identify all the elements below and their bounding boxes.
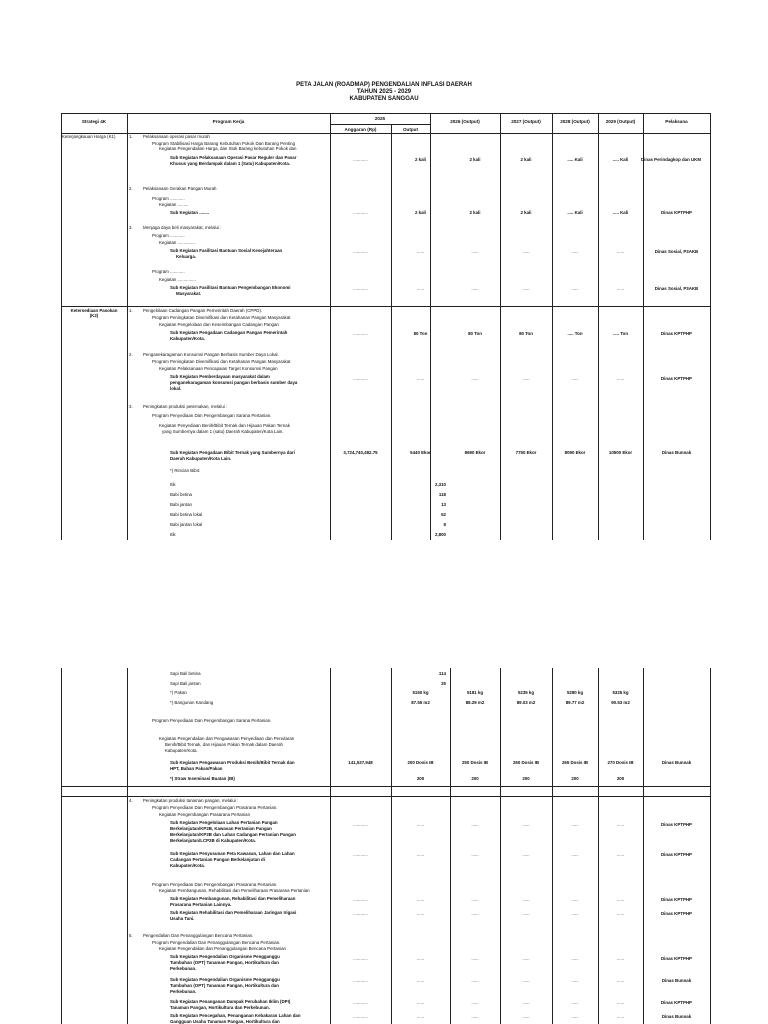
output-2026-cell: 250 Dosis IB [461,760,489,765]
anggaran-cell: ............ [353,331,368,336]
output-2026-cell: ...... [471,897,479,902]
pelaksana-cell: Dinas KPTPHP [661,897,692,902]
header-2026: 2026 (Output) [450,119,480,124]
header-2027: 2027 (Output) [511,119,541,124]
output-2029-cell: ...... [616,911,625,916]
anggaran-cell: 3,724,740,482.75 [343,450,378,455]
program-title: Pengelolaan Cadangan Pangan Pemerintah Daerah (CPPD). [143,308,263,313]
output-2028-cell: 265 Dosis IB [561,760,589,765]
kegiatan-line: Kegiatan Pengendalian Harga, dan Stok Barang kebutuhan Pokok dan [159,146,297,151]
strategi-k2-code: (K2) [89,313,99,318]
output-2029-cell: ..... Kali [612,157,629,162]
program-title: Peningkatan produksi peternakan, melalui : [143,404,228,409]
output-2027-cell: ...... [522,1014,530,1019]
program-title: Menjaga daya beli masyarakat, melalui : [143,225,222,230]
pelaksana-cell: Dinas KPTPHP [661,956,692,961]
pelaksana-cell: Dinas Sosial, P3AKB [654,249,699,254]
output-cell: ...... [416,978,425,983]
item-number: 1. [129,308,133,313]
output-2029-cell: ...... [616,1000,625,1005]
output-2028-cell: 200 [571,776,579,781]
rincian-value: 114 [438,671,446,676]
output-2028-cell: ..... Kali [567,157,583,162]
output-2028-cell: ...... [571,286,579,291]
rincian-value: 25 [441,681,446,686]
output-2027-cell: 260 Dosis IB [512,760,540,765]
sub-kegiatan-line: Sub Kegiatan Pemberdayaan masyarakat dalam [170,374,270,379]
output-2027-cell: ...... [522,1000,530,1005]
sub-kegiatan-line: Sub Kegiatan Pengadaan Cadangan Pangan Pemerintah [170,330,288,335]
kandang-label: *) Bangunan Kandang [170,700,214,705]
output-cell: ...... [416,956,425,961]
output-2027-cell: 89.03 m2 [516,700,536,705]
program-line: Program Penyediaan Dan Pengembangan Prasarana Pertanian. [152,805,278,810]
output-2029-cell: 90.53 m2 [611,700,630,705]
output-2027-cell: ...... [522,911,530,916]
header-output: Output [402,127,419,132]
kegiatan-line: Kegiatan Pengendalian dan Penanggulangan Bencana Pertanian [159,946,286,951]
program-line: Program ............ [152,269,185,274]
item-number: 3. [129,404,133,409]
program-line: Program Penyediaan Dan Pengembangan Sarana Pertanian. [152,718,272,723]
sub-kegiatan-line: HPT, Bahan Pakan/Pakan [170,766,223,771]
anggaran-cell: ............ [353,376,368,381]
header-program: Program Kerja [212,119,245,124]
output-2026-cell: ...... [471,822,479,827]
sub-kegiatan-line: Daerah Kabupaten/Kota Lain. [170,456,232,461]
output-cell: ...... [416,376,425,381]
output-cell: ...... [416,1014,425,1019]
output-cell: ...... [416,911,425,916]
anggaran-cell: ............ [353,911,368,916]
output-2029-cell: 200 [616,776,625,781]
output-2026-cell: ...... [471,852,479,857]
sub-kegiatan-line: lokal. [170,386,182,391]
output-cell: ...... [416,1000,425,1005]
output-2029-cell: 10500 Ekor [608,450,633,455]
sub-kegiatan-line: Sub Kegiatan Fasilitasi Bantuan Sosial Kesejahteraan [170,248,283,253]
anggaran-cell: ............ [353,1014,368,1019]
output-cell: 5440 Ekor [410,450,431,455]
output-2028-cell: ...... [571,956,579,961]
item-number: 2. [129,186,133,191]
sub-kegiatan-line: Sub Kegiatan ........ [170,210,210,215]
pelaksana-cell: Dinas KPTPHP [661,331,692,336]
output-2026-cell: ...... [471,1000,479,1005]
header-2028: 2028 (Output) [560,119,590,124]
program-title: Peningkatan produksi tanaman pangan, melalui : [143,798,239,803]
output-2028-cell: ...... [571,978,579,983]
rincian-label: Babi betina lokal [170,512,203,517]
anggaran-cell: ............ [353,852,368,857]
output-cell: 80 Ton [413,331,428,336]
output-2028-cell: ...... [571,249,579,254]
output-2027-cell: ...... [522,286,530,291]
kegiatan-line: Kegiatan Penyediaan Benih/Bibit Ternak dan Hijauan Pakan Ternak [159,423,290,428]
sub-kegiatan-line: Keluarga. [176,254,197,259]
rincian-label: Itik [170,532,176,537]
sub-kegiatan-line: Sub Kegiatan Penanganan Dampak Perubahan Iklim (DPI) [170,999,291,1004]
sub-kegiatan-line: Usaha Tani. [170,916,195,921]
output-cell: ...... [416,249,425,254]
sub-kegiatan-line: Tumbuhan (OPT) Tanaman Pangan, Hortikultura dan [170,983,279,988]
kegiatan-line: Kegiatan ............... [159,240,196,245]
program-line: Program Penyediaan Dan Pengembangan Prasarana Pertanian. [152,882,278,887]
pakan-label: *) Pakan [170,690,187,695]
output-2029-cell: ..... Kali [612,210,629,215]
strategi-k2: Ketersediaan Pasokan [70,308,118,313]
output-2026-cell: 200 [471,776,479,781]
output-2028-cell: ...... [571,897,579,902]
program-title: Pelaksanaan Gerakan Pangan Murah [143,186,217,191]
straw-label: *) Straw Inseminasi Buatan (IB) [170,776,235,781]
sub-kegiatan-line: Berkelanjutan/LCP2B di Kabupaten/Kota. [170,838,256,843]
anggaran-cell: ............ [353,897,368,902]
kegiatan-line: Kegiatan Pelaksanaan Pencapaian Target Konsumsi Pangan [159,366,278,371]
sub-kegiatan-line: Tumbuhan (OPT) Tanaman Pangan, Hortikultura dan [170,960,279,965]
sub-kegiatan-line: Sub Kegiatan Rehabilitasi dan Pemeliharaan Jaringan Irigasi [170,910,297,915]
pelaksana-cell: Dinas Bunnak [661,1014,692,1019]
output-2026-cell: 8690 Ekor [464,450,486,455]
sub-kegiatan-line: Sub Kegiatan Pengendalian Organisme Pengganggu [170,954,280,959]
output-2026-cell: ...... [471,1014,479,1019]
anggaran-cell: ............ [353,286,368,291]
output-2026-cell: ...... [471,978,479,983]
output-2026-cell: 2 kali [469,210,481,215]
sub-kegiatan-line: Sub Kegiatan Pembangunan, Rehabilitasi dan Pemeliharaan [170,896,296,901]
sub-kegiatan-line: Sub Kegiatan Pengelolaan Lahan Pertanian Pangan [170,820,278,825]
output-2027-cell: ...... [522,249,530,254]
output-2027-cell: 2 kali [520,157,532,162]
output-2028-cell: ...... [571,911,579,916]
output-cell: ...... [416,852,425,857]
program-line: Program Peningkatan Diversifikasi dan Ketahanan Pangan Masyarakat [152,359,291,364]
output-2026-cell: ...... [471,956,479,961]
rincian-value: 2,800 [435,532,446,537]
sub-kegiatan-line: Tanaman Pangan, Hortikultura dan Perkebunan. [170,1005,270,1010]
output-cell: 87.55 m2 [411,700,430,705]
sub-kegiatan-line: Sub Kegiatan Pengendalian Organisme Pengganggu [170,977,280,982]
sub-kegiatan-line: Sub Kegiatan Pencegahan, Penanganan Kebakaran Lahan dan [170,1013,301,1018]
sub-kegiatan-line: Sub Kegiatan Fasilitasi Bantuan Pengembangan Ekonomi [170,285,291,290]
output-2029-cell: ..... Ton [612,331,629,336]
anggaran-cell: ............ [353,157,368,162]
output-2026-cell: 80 Ton [468,331,482,336]
pelaksana-cell: Dinas KPTPHP [661,376,692,381]
output-2028-cell: ..... Kali [567,210,583,215]
output-2027-cell: ...... [522,822,530,827]
rincian-value: 2,310 [435,482,446,487]
output-2027-cell: 200 [522,776,530,781]
pelaksana-cell: Dinas Bunnak [661,760,692,765]
program-line: Program ............ [152,196,185,201]
pelaksana-cell: Dinas KPTPHP [661,822,692,827]
rincian-value: 52 [441,512,446,517]
output-2029-cell: ...... [616,852,625,857]
output-cell: ...... [416,822,425,827]
output-2028-cell: ...... [571,822,579,827]
output-cell: 2 kali [415,157,426,162]
kegiatan-line: Kegiatan Pengelolaan dan Keseimbangan Cadangan Pangan [159,322,279,327]
program-line: Program Pengendalian Dan Penanggulangan Bencana Pertanian. [152,940,281,945]
pelaksana-cell: Dinas KPTPHP [661,852,692,857]
anggaran-cell: ............ [353,978,368,983]
anggaran-cell: ............ [353,822,368,827]
output-2026-cell: ...... [471,376,479,381]
output-2028-cell: ...... [571,1000,579,1005]
title-line-3: KABUPATEN SANGGAU [349,96,419,102]
output-2027-cell: ...... [522,897,530,902]
anggaran-cell: 141,537,948 [348,760,373,765]
rincian-value: 13 [441,502,446,507]
output-2027-cell: ...... [522,852,530,857]
sub-kegiatan-line: Cadangan Pertanian Pangan Berkelanjutan di [170,857,265,862]
anggaran-cell: ............ [353,1000,368,1005]
pelaksana-cell: Dinas Sosial, P3AKB [654,286,699,291]
program-line: Program Peningkatan Diversifikasi dan Ketahanan Pangan Masyarakat [152,315,291,320]
rincian-value: 8 [443,522,446,527]
output-2026-cell: 5181 kg [466,690,484,695]
header-pelaksana: Pelaksana [665,119,688,124]
output-2027-cell: 80 Ton [519,331,533,336]
output-2027-cell: ...... [522,978,530,983]
output-2028-cell: ...... [571,852,579,857]
output-2027-cell: ...... [522,956,530,961]
sub-kegiatan-line: Sub Kegiatan Pengadaan Bibit Ternak yang Sumbernya dari [170,450,295,455]
sub-kegiatan-line: Khusus yang Berdampak dalam 1 (Satu) Kabupaten/Kota. [170,161,291,166]
header-2025: 2025 [374,116,386,121]
output-2026-cell: 2 kali [469,157,481,162]
sub-kegiatan-line: Sub Kegiatan Penyusunan Peta Kawasan, Lahan dan Lahan [170,851,295,856]
pelaksana-cell: Dinas KPTPHP [661,911,692,916]
output-cell: ...... [416,286,425,291]
kegiatan-line: Kegiatan Pembangunan, Rehabilitasi dan Pemeliharaan Prasarana Pertanian [159,888,310,893]
rincian-label: Sapi Bali jantan [170,681,201,686]
sub-kegiatan-line: Kabupaten/Kota. [170,863,205,868]
rincian-label: Babi betina [170,492,192,497]
header-2029: 2029 (Output) [605,119,636,124]
output-cell: ...... [416,897,425,902]
pelaksana-cell: Dinas KPTPHP [661,1000,692,1005]
output-cell: 2 kali [415,210,426,215]
kegiatan-line: Kegiatan ......... [159,202,189,207]
rincian-label: Itik [170,482,176,487]
sub-kegiatan-line: Perkebunan. [170,989,197,994]
output-2028-cell: 5280 kg [566,690,584,695]
output-2028-cell: ...... [571,1014,579,1019]
sub-kegiatan-line: Perkebunan. [170,966,197,971]
anggaran-cell: ............ [353,210,368,215]
output-2029-cell: 5325 kg [612,690,629,695]
pelaksana-cell: Dinas Bunnak [661,978,692,983]
sub-kegiatan-line: Prasarana Pertanian Lainnya. [170,902,232,907]
output-2029-cell: ...... [616,822,625,827]
output-2028-cell: ..... Ton [567,331,583,336]
output-2029-cell: ...... [616,1014,625,1019]
output-2029-cell: ...... [616,978,625,983]
kegiatan-line: yang Sumbernya dalam 1 (satu) Daerah Kabupaten/Kota Lain. [162,429,284,434]
output-cell: 5150 kg [412,690,429,695]
output-2027-cell: 7750 Ekor [515,450,537,455]
output-2028-cell: 8090 Ekor [564,450,586,455]
item-number: 4. [129,798,133,803]
item-number: 1. [129,134,133,139]
title-line-1: PETA JALAN (ROADMAP) PENGENDALIAN INFLASI DAERAH [296,82,472,88]
output-2029-cell: ...... [616,249,625,254]
kegiatan-line: Benih/Bibit Ternak, dan Hijauan Pakan Ternak dalam Daerah [165,742,283,747]
sub-kegiatan-line: Berkelanjutan/KP2B dan Lahan Cadangan Pertanian Pangan [170,832,296,837]
sub-kegiatan-line: Kabupaten/Kota. [170,336,205,341]
item-number: 5. [129,933,133,938]
output-cell: 200 [416,776,425,781]
output-2028-cell: ...... [571,376,579,381]
kegiatan-line: Kegiatan Pengendalian dan Pengawasan Penyediaan dan Peredaran [159,736,295,741]
pelaksana-cell: Dinas KPTPHP [661,210,692,215]
kegiatan-line: Kegiatan Pengembangan Prasarana Pertanian [159,812,251,817]
rincian-label: Babi jantan [170,502,192,507]
output-2026-cell: ...... [471,286,479,291]
kegiatan-line: Kegiatan ............... [159,277,196,282]
output-2026-cell: ...... [471,911,479,916]
rincian-value: 118 [438,492,446,497]
item-number: 3. [129,225,133,230]
pelaksana-cell: Dinas Perindagkop dan UKM [641,157,702,162]
sub-kegiatan-line: Berkelanjutan/KP2B, Kawasan Pertanian Pangan [170,826,272,831]
program-line: Program Stabilisasi Harga Barang Kebutuhan Pokok Dan Barang Penting [152,141,296,146]
output-2026-cell: 88.29 m2 [465,700,485,705]
strategi-k1: Keterjangkauan Harga (K1) [62,134,116,139]
sub-kegiatan-line: penganekaragaman konsumsi pangan berbasis sumber daya [170,380,298,385]
sub-kegiatan-line: Sub Kegiatan Pengawasan Produksi Benih/Bibit Ternak dan [170,760,295,765]
output-2029-cell: ...... [616,376,625,381]
output-2029-cell: ...... [616,286,625,291]
anggaran-cell: ............ [353,956,368,961]
program-line: Program ............ [152,233,185,238]
program-line: Program Penyediaan Dan Pengembangan Sarana Pertanian. [152,413,272,418]
pelaksana-cell: Dinas Bunnak [661,450,692,455]
output-2029-cell: ...... [616,956,625,961]
header-anggaran: Anggaran (Rp) [344,127,377,132]
rincian-label: Sapi Bali betina [170,671,201,676]
sub-kegiatan-line: Masyarakat. [176,291,202,296]
output-2027-cell: 2 kali [520,210,532,215]
sub-kegiatan-line: Gangguan Usaha Tanaman Pangan, Hortikultura dan [170,1019,280,1024]
output-2028-cell: 89.77 m2 [565,700,585,705]
output-2026-cell: ...... [471,249,479,254]
output-2029-cell: 270 Dosis IB [607,760,634,765]
program-title: Pelaksanaan operasi pasar murah [143,134,210,139]
output-2029-cell: ...... [616,897,625,902]
rincian-label: *) Rincian Bibit: [170,468,201,473]
output-cell: 200 Dosis IB [407,760,434,765]
output-2027-cell: ...... [522,376,530,381]
output-2027-cell: 5235 kg [517,690,535,695]
anggaran-cell: ............ [353,249,368,254]
program-title: Pengendalian Dan Penanggulangan Bencana Pertanian. [143,933,254,938]
title-line-2: TAHUN 2025 - 2029 [356,89,412,95]
header-strategi: Strategi 4K [81,119,107,124]
program-title: Penganekaragaman Konsumsi Pangan Berbasis Sumber Daya Lokal. [143,352,279,357]
kegiatan-line: Kabupaten/Kota. [165,748,198,753]
item-number: 2. [129,352,133,357]
rincian-label: Babi jantan lokal [170,522,203,527]
sub-kegiatan-line: Sub Kegiatan Pelaksanaan Operasi Pasar Reguler dan Pasar [170,155,297,160]
